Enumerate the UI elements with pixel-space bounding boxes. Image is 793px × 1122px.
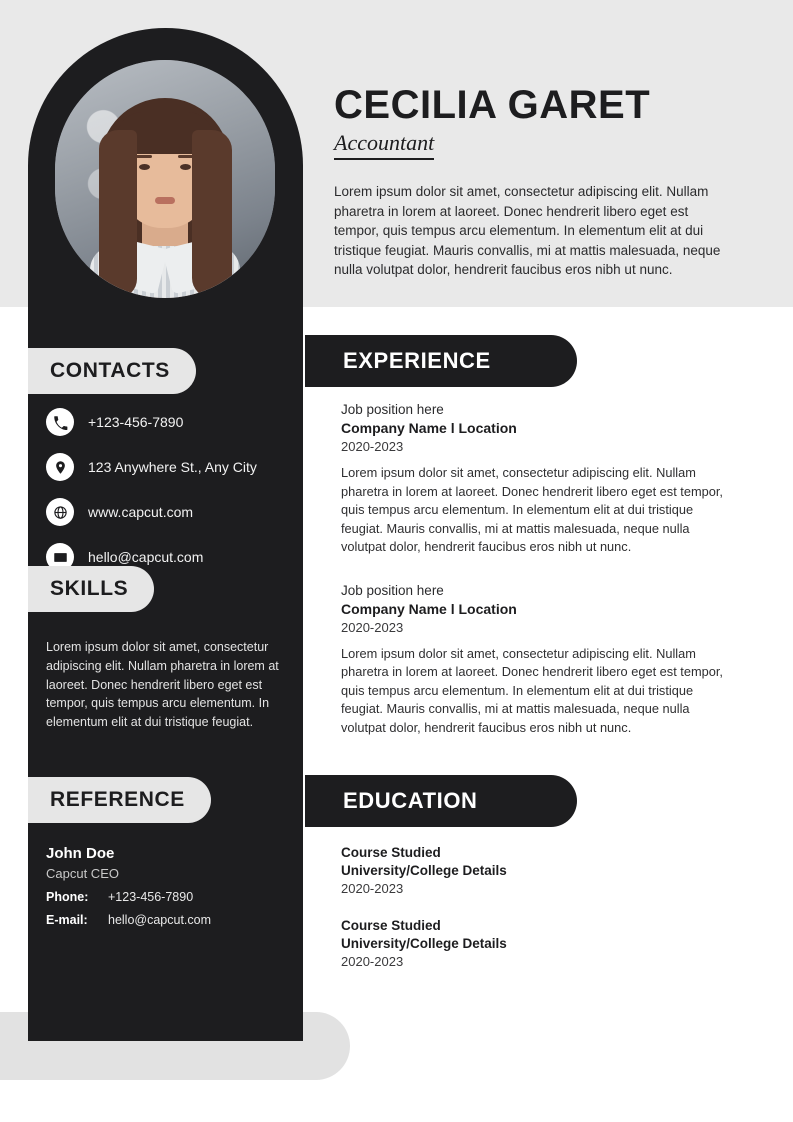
contact-email-text: hello@capcut.com — [88, 549, 204, 565]
experience-list — [341, 402, 741, 763]
skills-title: SKILLS — [50, 577, 129, 600]
phone-icon — [46, 408, 74, 436]
role-title: Accountant — [334, 130, 435, 155]
location-pin-icon — [46, 453, 74, 481]
education-title: EDUCATION — [343, 788, 478, 813]
contact-item-website[interactable] — [46, 498, 296, 526]
experience-item — [341, 583, 741, 738]
photo-person-lips — [155, 197, 175, 204]
reference-phone-label: Phone: — [46, 890, 89, 904]
contacts-list — [46, 408, 296, 588]
reference-email-row — [46, 913, 286, 927]
experience-description: Lorem ipsum dolor sit amet, consectetur adipiscing elit. Nullam pharetra in lorem at laoreet. Donec hendrerit libero eget est tempor, quis tempus arcu elementum. In elementum elit at dui tristique feugiat. Mauris convallis, mi at mattis malesuada, neque nulla volutpat dolor, hendrerit faucibus eros nibh ut nunc. — [341, 645, 723, 735]
education-course: Course Studied — [341, 918, 441, 933]
experience-position: Job position here — [341, 582, 444, 598]
contact-website-text: www.capcut.com — [88, 504, 194, 520]
section-heading-contacts — [28, 348, 196, 394]
profile-summary: Lorem ipsum dolor sit amet, consectetur adipiscing elit. Nullam pharetra in lorem at laoreet. Donec hendrerit libero eget est tempor, quis tempus arcu elementum. In elementum elit at dui tristique feugiat. Mauris convallis, mi at mattis malesuada, neque nulla volutpat dolor, hendrerit faucibus eros nibh ut nunc. — [334, 184, 721, 278]
reference-phone-value: +123-456-7890 — [108, 890, 194, 904]
education-dates: 2020-2023 — [341, 954, 404, 969]
experience-item — [341, 402, 741, 557]
education-school: University/College Details — [341, 863, 507, 878]
contact-address-text: 123 Anywhere St., Any City — [88, 459, 257, 475]
experience-company: Company Name l Location — [341, 420, 517, 436]
section-heading-education — [305, 775, 577, 827]
contact-phone-text: +123-456-7890 — [88, 414, 184, 430]
photo-person-brow-right — [178, 155, 194, 158]
photo-person-eye-right — [180, 164, 191, 170]
experience-dates: 2020-2023 — [341, 439, 404, 454]
education-list — [341, 845, 741, 991]
skills-description: Lorem ipsum dolor sit amet, consectetur adipiscing elit. Nullam pharetra in lorem at laoreet. Donec hendrerit libero eget est tempor, quis tempus arcu elementum. In elementum elit at dui tristique feugiat. — [46, 640, 279, 729]
education-item — [341, 845, 741, 896]
reference-block — [46, 845, 286, 927]
reference-email-value: hello@capcut.com — [108, 913, 212, 927]
photo-person-eye-left — [139, 164, 150, 170]
reference-name: John Doe — [46, 845, 115, 862]
header-block — [334, 84, 754, 293]
experience-company: Company Name l Location — [341, 600, 517, 617]
photo-person-brow-left — [136, 155, 152, 158]
section-heading-experience — [305, 335, 577, 387]
page-title: CECILIA GARET — [334, 83, 651, 127]
education-dates: 2020-2023 — [341, 881, 404, 896]
education-course: Course Studied — [341, 845, 441, 860]
contacts-title: CONTACTS — [50, 359, 170, 382]
experience-dates: 2020-2023 — [341, 619, 404, 635]
section-heading-reference — [28, 777, 211, 823]
experience-position: Job position here — [341, 402, 444, 417]
education-item — [341, 918, 741, 969]
education-school: University/College Details — [341, 936, 507, 951]
section-heading-skills — [28, 566, 154, 612]
experience-description: Lorem ipsum dolor sit amet, consectetur adipiscing elit. Nullam pharetra in lorem at laoreet. Donec hendrerit libero eget est tempor, quis tempus arcu elementum. In elementum elit at dui tristique feugiat. Mauris convallis, mi at mattis malesuada, neque nulla volutpat dolor, hendrerit faucibus eros nibh ut nunc. — [341, 465, 723, 555]
profile-photo — [55, 60, 275, 298]
contact-item-phone[interactable] — [46, 408, 296, 436]
experience-title: EXPERIENCE — [343, 348, 491, 373]
reference-title: REFERENCE — [50, 788, 185, 811]
role-underline — [334, 130, 434, 160]
photo-person-hair-right — [192, 130, 232, 298]
reference-email-label: E-mail: — [46, 913, 88, 927]
photo-person-hair-left — [99, 130, 137, 298]
globe-icon — [46, 498, 74, 526]
reference-job-title: Capcut CEO — [46, 866, 119, 881]
reference-phone-row — [46, 890, 286, 904]
contact-item-address[interactable] — [46, 453, 296, 481]
